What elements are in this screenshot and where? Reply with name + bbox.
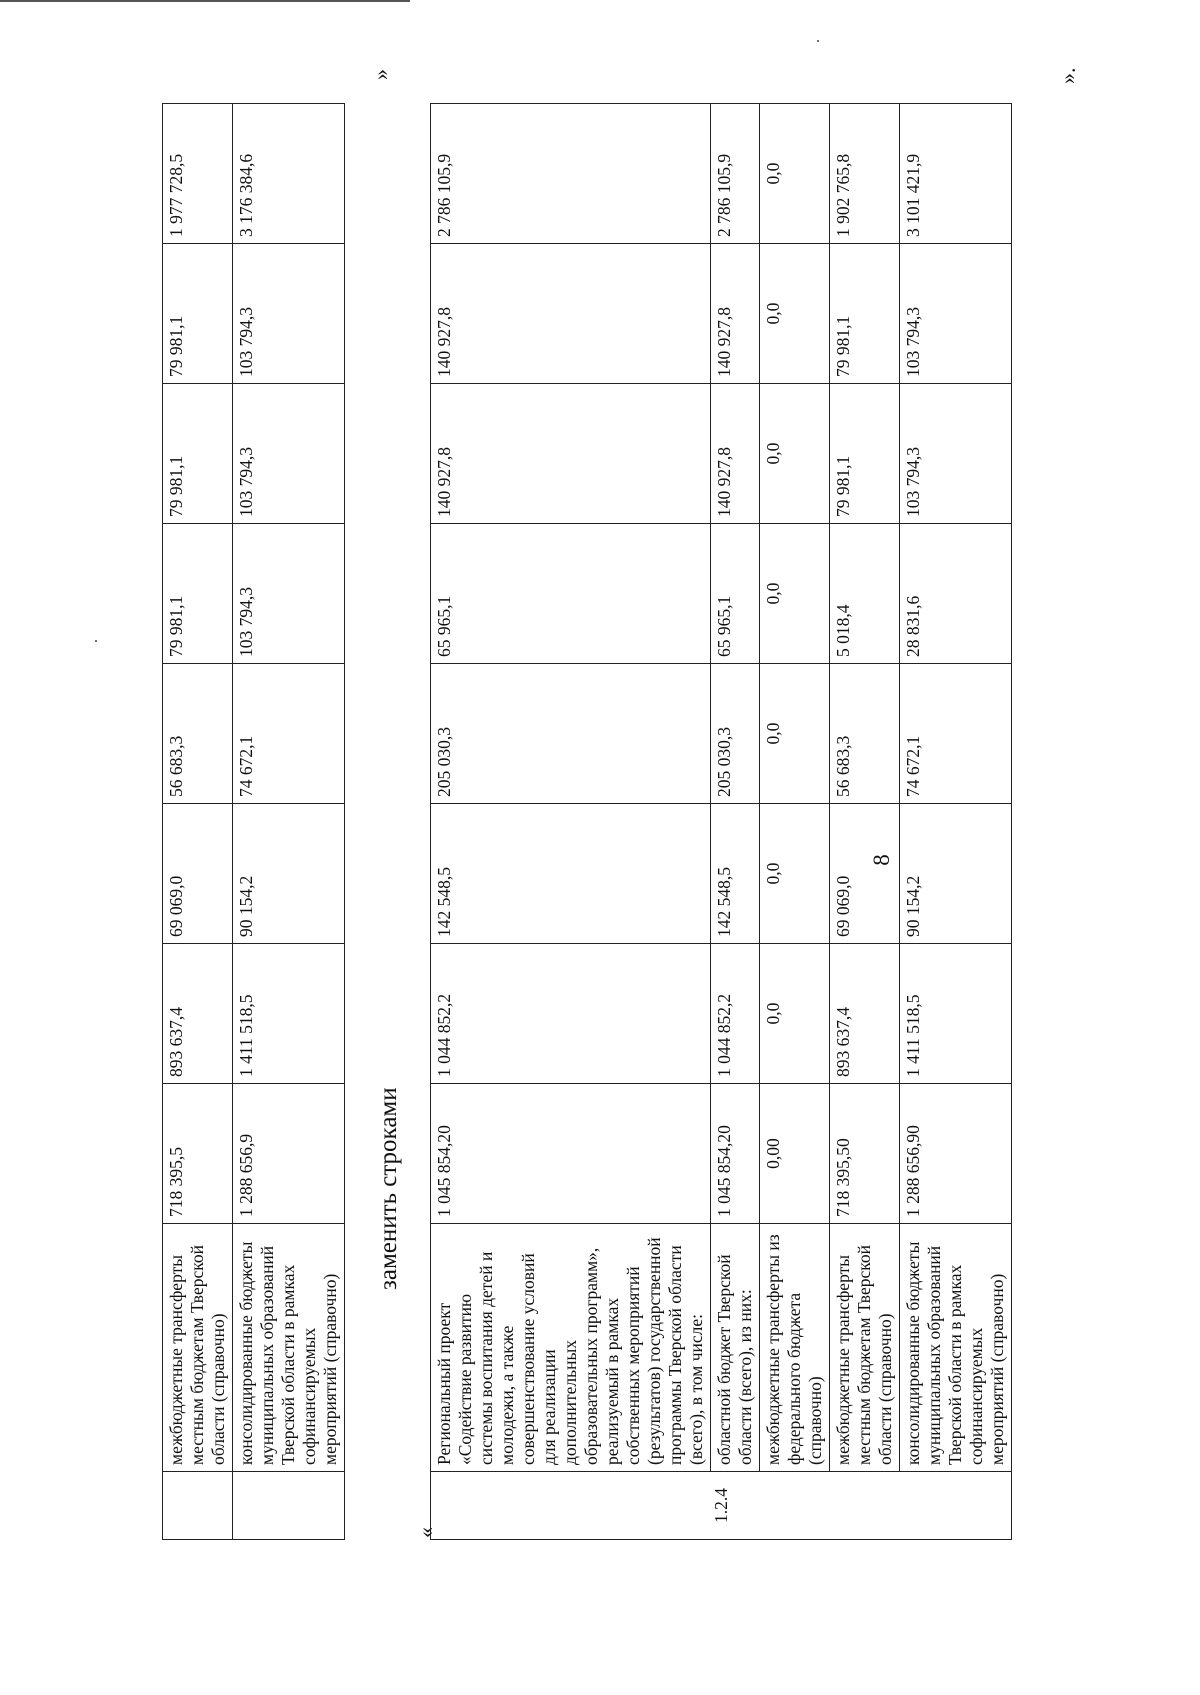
table-row — [830, 104, 900, 1540]
value-cell: 1 902 765,8 — [830, 104, 900, 244]
value-cell: 140 927,8 — [431, 384, 711, 524]
value-cell: 1 411 518,5 — [233, 944, 345, 1084]
value-cell: 140 927,8 — [711, 244, 760, 384]
value-cell: 74 672,1 — [233, 664, 345, 804]
row-label: межбюджетные трансферты местным бюджетам Тверской области (справочно) — [163, 1224, 233, 1472]
value-cell: 28 831,6 — [900, 524, 1012, 664]
value-cell: 103 794,3 — [233, 244, 345, 384]
value-cell: 893 637,4 — [830, 944, 900, 1084]
value-cell: 79 981,1 — [830, 384, 900, 524]
page-number: 8 — [868, 854, 894, 866]
closing-quote: » — [368, 69, 393, 80]
value-cell: 0,0 — [760, 104, 830, 244]
row-label: межбюджетные трансферты местным бюджетам Тверской области (справочно) — [830, 1224, 900, 1472]
main-table — [430, 103, 1012, 1540]
value-cell: 0,0 — [760, 664, 830, 804]
table-row — [711, 104, 760, 1540]
row-label: Региональный проект «Содействие развитию системы воспитания детей и молодежи, а также совершенствование условий для реализации дополнительных образовательных программ», реализуемый в рамках собственных мероприятий (результатов) государственной программы Тверской области (всего), в том числе: — [431, 1224, 711, 1472]
value-cell: 1 288 656,90 — [900, 1084, 1012, 1224]
row-label: областной бюджет Тверской области (всего), из них: — [711, 1224, 760, 1472]
value-cell: 0,00 — [760, 1084, 830, 1224]
value-cell: 65 965,1 — [711, 524, 760, 664]
value-cell: 0,0 — [760, 244, 830, 384]
value-cell: 79 981,1 — [163, 244, 233, 384]
value-cell: 103 794,3 — [900, 384, 1012, 524]
row-label: консолидированные бюджеты муниципальных образований Тверской области в рамках софинансируемых мероприятий (справочно) — [900, 1224, 1012, 1472]
value-cell: 90 154,2 — [900, 804, 1012, 944]
value-cell: 1 044 852,2 — [431, 944, 711, 1084]
opening-quote: « — [413, 1527, 438, 1538]
value-cell: 142 548,5 — [711, 804, 760, 944]
table-row — [900, 104, 1012, 1540]
value-cell: 79 981,1 — [163, 384, 233, 524]
value-cell: 142 548,5 — [431, 804, 711, 944]
value-cell: 1 044 852,2 — [711, 944, 760, 1084]
value-cell: 0,0 — [760, 804, 830, 944]
code-cell: 1.2.4 — [431, 1472, 1012, 1540]
value-cell: 1 977 728,5 — [163, 104, 233, 244]
code-cell — [163, 1472, 233, 1540]
replace-instruction: заменить строками — [375, 1087, 402, 1290]
row-label: межбюджетные трансферты из федерального бюджета (справочно) — [760, 1224, 830, 1472]
value-cell: 65 965,1 — [431, 524, 711, 664]
value-cell: 74 672,1 — [900, 664, 1012, 804]
value-cell: 140 927,8 — [431, 244, 711, 384]
value-cell: 0,0 — [760, 944, 830, 1084]
value-cell: 69 069,0 — [163, 804, 233, 944]
table-row — [233, 104, 345, 1540]
value-cell: 140 927,8 — [711, 384, 760, 524]
value-cell: 0,0 — [760, 524, 830, 664]
value-cell: 103 794,3 — [233, 524, 345, 664]
value-cell: 79 981,1 — [163, 524, 233, 664]
table-row — [760, 104, 830, 1540]
value-cell: 1 411 518,5 — [900, 944, 1012, 1084]
value-cell: 1 288 656,9 — [233, 1084, 345, 1224]
scan-edge-line — [0, 0, 410, 2]
value-cell: 103 794,3 — [233, 384, 345, 524]
table-row — [431, 104, 711, 1540]
code-cell — [233, 1472, 345, 1540]
value-cell: 90 154,2 — [233, 804, 345, 944]
value-cell: 2 786 105,9 — [431, 104, 711, 244]
value-cell: 0,0 — [760, 384, 830, 524]
value-cell: 1 045 854,20 — [431, 1084, 711, 1224]
rotated-page-content — [90, 40, 1080, 1620]
value-cell: 718 395,50 — [830, 1084, 900, 1224]
value-cell: 3 176 384,6 — [233, 104, 345, 244]
value-cell: 893 637,4 — [163, 944, 233, 1084]
closing-quote: ». — [1055, 67, 1080, 84]
value-cell: 718 395,5 — [163, 1084, 233, 1224]
value-cell: 3 101 421,9 — [900, 104, 1012, 244]
row-label: консолидированные бюджеты муниципальных образований Тверской области в рамках софинансируемых мероприятий (справочно) — [233, 1224, 345, 1472]
value-cell: 103 794,3 — [900, 244, 1012, 384]
value-cell: 5 018,4 — [830, 524, 900, 664]
value-cell: 2 786 105,9 — [711, 104, 760, 244]
value-cell: 1 045 854,20 — [711, 1084, 760, 1224]
value-cell: 205 030,3 — [431, 664, 711, 804]
value-cell: 69 069,0 — [830, 804, 900, 944]
table-row — [163, 104, 233, 1540]
top-table — [162, 103, 345, 1540]
value-cell: 56 683,3 — [163, 664, 233, 804]
value-cell: 56 683,3 — [830, 664, 900, 804]
value-cell: 205 030,3 — [711, 664, 760, 804]
value-cell: 79 981,1 — [830, 244, 900, 384]
